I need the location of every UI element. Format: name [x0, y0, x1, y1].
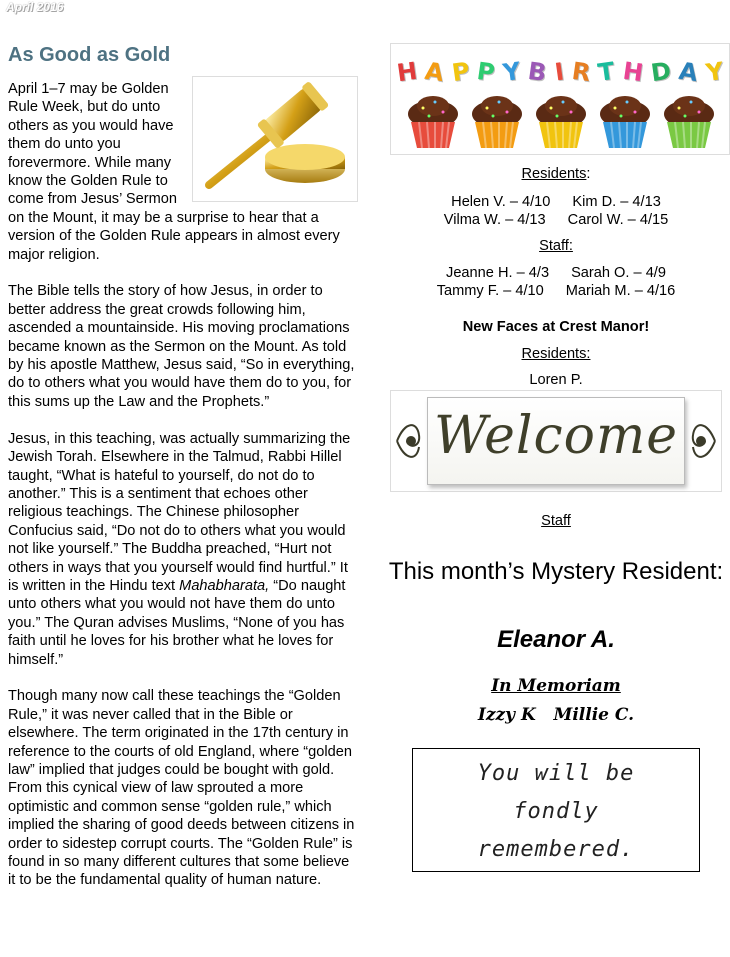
banner-letter: P [475, 56, 497, 88]
cupcake-icon [405, 92, 461, 150]
memoriam-message-line: You will be [477, 761, 635, 786]
birthday-staff-heading: Staff: [539, 238, 573, 254]
cupcake-icon [597, 92, 653, 150]
memoriam-heading: In Memoriam [491, 676, 621, 696]
banner-letter: A [677, 56, 700, 88]
article-paragraph: Though many now call these teachings the “Golden Rule,” it was never called that in the Bible or elsewhere. The term originated in the 17th century in reference to the courts of old England, where “golden law” implied that judges could be bought with gold. From this cynical view of law sprouted a more optimistic and common sense “golden rule,” which implied the sharing of good deeds between citizens in order to sidestep corrupt courts. The “Golden Rule” is found in so many different cultures that some believe it to be the fundamental quality of human nature. [8, 688, 355, 889]
welcome-text: Welcome [433, 406, 679, 466]
memoriam-message-line: remembered. [477, 837, 635, 862]
birthday-staff-list: Jeanne H. – 4/3 Sarah O. – 4/9 Tammy F. – 4/10 Mariah M. – 4/16 [436, 265, 676, 299]
article-body [8, 80, 360, 908]
new-faces-residents-heading: Residents: [521, 346, 591, 362]
banner-letter: D [649, 56, 673, 88]
article-title: As Good as Gold [8, 44, 171, 66]
memoriam-message-box [412, 748, 700, 872]
mystery-resident-name: Eleanor A. [497, 626, 615, 653]
newsletter-date: April 2016 [6, 0, 64, 14]
welcome-image [390, 390, 722, 492]
article-paragraph: Jesus, in this teaching, was actually summarizing the Jewish Torah. Elsewhere in the Talmud, Rabbi Hillel taught, “What is hateful to yourself, do not do to another.” This is a sentiment that echoes other religious teachings. The Chinese philosopher Confucius said, “Do not do to others what you would not like yourself.” The Buddha preached, “Hurt not others in ways that you yourself would find hurtful.” It is written in the Hindu text Mahabharata, “Do naught unto others what you would not have them do unto you.” The Quran advises Muslims, “None of you has faith until he loves for his brother what he loves for himself.” [8, 430, 351, 668]
new-faces-heading: New Faces at Crest Manor! [462, 319, 650, 335]
banner-letter: A [423, 56, 446, 88]
memoriam-names: Izzy K Millie C. [477, 705, 635, 725]
cupcake-icon [469, 92, 525, 150]
banner-letter: I [552, 57, 566, 87]
article-paragraph: The Bible tells the story of how Jesus, in order to better address the great crowds following him, ascended a mountainside. His moving proclamations became known as the Sermon on the Mount. As told by his apostle Matthew, Jesus said, “So in everything, do to others what you would have them do to you, for this sums up the Law and the Prophets.” [8, 283, 355, 410]
happy-birthday-image [390, 43, 730, 155]
mystery-resident-title: This month’s Mystery Resident: [388, 558, 724, 585]
banner-letter: Y [703, 56, 725, 88]
banner-letter: H [620, 56, 645, 88]
banner-letter: P [449, 56, 472, 88]
memoriam-message-line: fondly [513, 799, 599, 824]
banner-letter: T [596, 56, 617, 88]
new-faces-resident-name: Loren P. [529, 372, 583, 388]
cupcake-icon [533, 92, 589, 150]
birthday-residents-heading: Residents: [521, 166, 591, 182]
birthday-residents-list: Helen V. – 4/10 Kim D. – 4/13 Vilma W. – 4/13 Carol W. – 4/15 [443, 194, 669, 228]
article-paragraph: April 1–7 may be Golden Rule Week, but do unto others as you would have them do unto you forevermore. While many know the Golden Rule to come from Jesus’ Sermon on the Mount, it may be a surprise to hear that a version of the Golden Rule appears in almost every major religion. [8, 81, 340, 263]
welcome-card [427, 397, 685, 485]
cupcakes-row [405, 92, 717, 150]
banner-letter: H [395, 56, 419, 88]
new-faces-staff-heading: Staff [541, 513, 571, 529]
banner-letter: Y [501, 56, 523, 88]
banner-letter: R [569, 56, 593, 88]
banner-letter: B [526, 56, 549, 88]
birthday-banner [397, 50, 723, 94]
cupcake-icon [661, 92, 717, 150]
